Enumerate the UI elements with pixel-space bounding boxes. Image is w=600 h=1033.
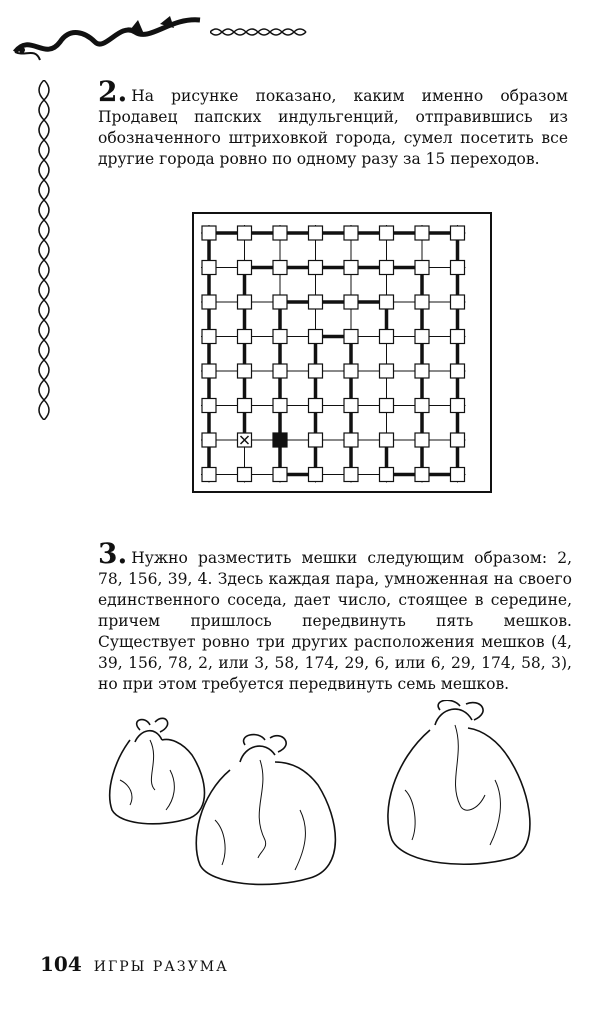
city-box [380,399,394,413]
city-box [344,399,358,413]
city-box [415,226,429,240]
problem-2 [98,75,568,170]
city-box [380,433,394,447]
city-box [415,261,429,275]
problem-3-text: Нужно разместить мешки следующим образом: 2, 78, 156, 39, 4. Здесь каждая пара, умноженная на своего единственного соседа, дает число, стоящее в середине, причем пришлось передвинуть пять мешков. Существует ровно три других расположения мешков (4, 39, 156, 78, 2, или 3, 58, 174, 29, 6, или 6, 29, 174, 58, 3), но при этом требуется передвинуть семь мешков. [98,549,572,693]
sacks-illustration [100,700,540,900]
city-box [344,468,358,482]
city-box [451,468,465,482]
city-box [380,295,394,309]
city-box [273,468,287,482]
city-box [451,364,465,378]
city-box [344,261,358,275]
problem-2-text: На рисунке показано, каким именно образом Продавец папских индульгенций, отправившись из обозначенного штриховкой города, сумел посетить все другие города ровно по одному разу за 15 переходов. [98,87,568,168]
city-box [273,364,287,378]
city-box [202,468,216,482]
city-box [344,330,358,344]
city-box [309,399,323,413]
diagram-frame [193,213,491,492]
city-box [309,295,323,309]
city-box [238,468,252,482]
city-box [451,226,465,240]
city-box [202,261,216,275]
city-box [309,433,323,447]
city-box [238,364,252,378]
route-diagram [192,212,492,493]
city-box [309,226,323,240]
city-box [451,399,465,413]
border-ornament [210,26,310,38]
city-box [415,433,429,447]
city-box [380,226,394,240]
city-box [415,330,429,344]
city-box [309,330,323,344]
city-box [238,261,252,275]
ribbon-ornament [10,12,210,72]
city-box [238,399,252,413]
city-box [451,295,465,309]
city-box [202,295,216,309]
city-box [451,261,465,275]
route-grid [192,212,492,493]
city-box [380,261,394,275]
city-box [202,433,216,447]
city-box [273,261,287,275]
sack-small [110,718,205,823]
sack-middle [196,735,335,885]
city-box [202,226,216,240]
page-number: 104 [40,952,82,976]
city-box [344,226,358,240]
sack-large [388,700,530,864]
city-box [202,330,216,344]
city-box [202,399,216,413]
city-box [273,295,287,309]
city-box [309,468,323,482]
city-box [238,295,252,309]
city-box [380,330,394,344]
city-box [451,433,465,447]
city-box [309,261,323,275]
problem-3-number: 3. [98,537,128,570]
city-box [415,468,429,482]
city-box [309,364,323,378]
city-box [202,364,216,378]
problem-2-number: 2. [98,75,128,108]
city-box [415,364,429,378]
problem-3 [98,537,572,695]
city-box [344,295,358,309]
vertical-ornament [34,80,54,420]
shaded-city [273,433,287,447]
city-box [273,226,287,240]
page-footer [40,952,229,976]
city-box [238,330,252,344]
book-title: ИГРЫ РАЗУМА [93,959,229,975]
city-box [344,364,358,378]
city-box [344,433,358,447]
city-box [238,226,252,240]
city-box [273,330,287,344]
city-box [380,364,394,378]
city-box [380,468,394,482]
city-box [415,295,429,309]
city-box [451,330,465,344]
city-box [273,399,287,413]
city-box [415,399,429,413]
